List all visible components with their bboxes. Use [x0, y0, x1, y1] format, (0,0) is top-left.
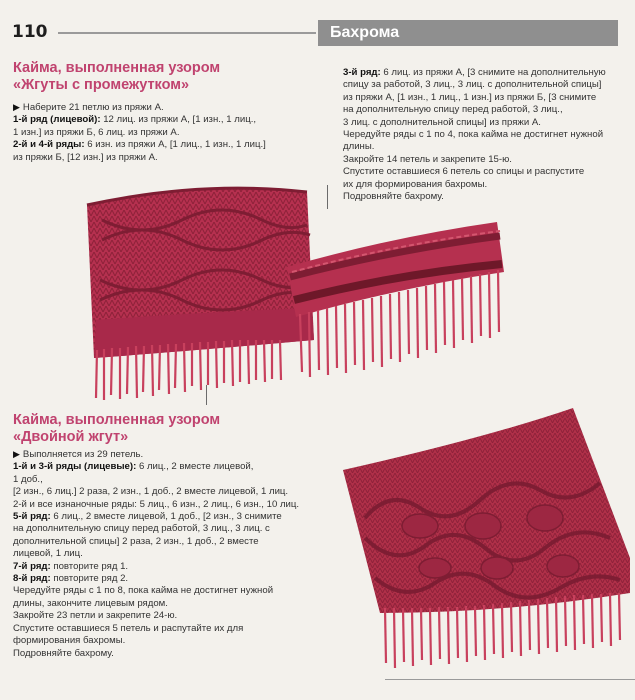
page-header [0, 20, 635, 46]
s1-close: Закройте 14 петель и закрепите 15-ю. [343, 153, 512, 165]
s2-row5-l2: на дополнительную спицу перед работой, 3 лиц., 3 лиц. с [13, 523, 270, 535]
s2-repeat: Чередуйте ряды с 1 по 8, пока кайма не достигнет нужной [13, 585, 274, 597]
section2-text [13, 448, 333, 660]
s1-row1-l1: 12 лиц. из пряжи А, [1 изн., 1 лиц., [100, 114, 257, 126]
arrow-icon: ▶ [13, 102, 20, 112]
s2-row7-text: повторите ряд 1. [50, 560, 129, 572]
section2-title-line1: Кайма, выполненная узором [13, 412, 221, 428]
s2-repeat2: длины, закончите лицевым рядом. [13, 597, 168, 609]
s1-row24-l2: из пряжи Б, [12 изн.] из пряжи А. [13, 151, 158, 163]
s2-row-even: 2-й и все изнаночные ряды: 5 лиц., 6 изн., 2 лиц., 6 изн., 10 лиц. [13, 498, 300, 510]
s2-release: Спустите оставшиеся 5 петель и распутайте их для [13, 622, 244, 634]
s1-row1-l2: 1 изн.] из пряжи Б, 6 лиц. из пряжи А. [13, 126, 180, 138]
s2-row8-text: повторите ряд 2. [50, 573, 129, 585]
s1-repeat: Чередуйте ряды с 1 по 4, пока кайма не достигнет нужной [343, 129, 604, 141]
swatch-photo-double-cable [335, 408, 635, 673]
s2-row5-l4: лицевой, 1 лиц. [13, 548, 83, 560]
s1-cast-on: Наберите 21 петлю из пряжи А. [22, 102, 164, 113]
s2-row13-label: 1-й и 3-й ряды (лицевые): [13, 461, 137, 473]
s1-row3-l3: из пряжи А, [1 изн., 1 лиц., 1 изн.] из пряжи Б, [3 снимите [343, 91, 597, 103]
s2-trim: Подровняйте бахрому. [13, 647, 114, 659]
s2-row8-label: 8-й ряд: [13, 573, 51, 585]
s1-trim: Подровняйте бахрому. [343, 191, 444, 203]
s1-release: Спустите оставшиеся 6 петель со спицы и распустите [343, 166, 585, 178]
s2-row13-l1: 6 лиц., 2 вместе лицевой, [136, 461, 254, 473]
s1-row1-label: 1-й ряд (лицевой): [13, 114, 101, 126]
s2-release2: формирования бахромы. [13, 635, 126, 647]
s1-row3-l1: 6 лиц. из пряжи А, [3 снимите на дополнительную [380, 67, 606, 78]
section1-right-text [343, 67, 633, 203]
bottom-rule [385, 679, 635, 680]
s2-row5-l3: дополнительной спицы] 2 раза, 2 изн., 1 доб., 2 вместе [13, 535, 259, 547]
section1-left-text [13, 101, 323, 164]
s2-row5-label: 5-й ряд: [13, 511, 51, 523]
section1-title [13, 60, 220, 94]
s1-row3-l4: на дополнительную спицу перед работой, 3 лиц., [343, 104, 563, 116]
leader-line-1 [206, 385, 207, 405]
section2-title-line2: «Двойной жгут» [13, 429, 129, 445]
page-number: 110 [12, 22, 48, 42]
s2-row13-l2: 1 доб., [13, 473, 43, 485]
s2-row13-l3: [2 изн., 6 лиц.] 2 раза, 2 изн., 1 доб., 2 вместе лицевой, 1 лиц. [13, 486, 289, 498]
s1-release2: их для формирования бахромы. [343, 178, 488, 190]
section1-title-line1: Кайма, выполненная узором [13, 60, 221, 76]
header-rule [58, 32, 316, 34]
s1-row3-l2: спицу за работой, 3 лиц., 3 лиц. с дополнительной спицы] [343, 79, 602, 91]
s1-row24-label: 2-й и 4-й ряды: [13, 139, 85, 151]
s1-repeat2: длины. [343, 141, 375, 153]
s1-row3-label: 3-й ряд: [343, 67, 381, 78]
swatch-photo-narrow-band [282, 212, 527, 384]
section1-title-line2: «Жгуты с промежутком» [13, 77, 190, 93]
s2-close: Закройте 23 петли и закрепите 24-ю. [13, 610, 178, 622]
leader-line-2 [327, 185, 328, 209]
s2-row7-label: 7-й ряд: [13, 560, 51, 572]
s1-row3-l5: 3 лиц. с дополнительной спицы] из пряжи А. [343, 116, 541, 128]
s1-row24-l1: 6 изн. из пряжи А, [1 лиц., 1 изн., 1 лиц.] [84, 139, 266, 151]
section2-title [13, 412, 220, 446]
s2-row5-l1: 6 лиц., 2 вместе лицевой, 1 доб., [2 изн., 3 снимите [50, 511, 282, 523]
s2-cast-on: Выполняется из 29 петель. [22, 449, 144, 460]
chapter-title: Бахрома [318, 20, 618, 46]
arrow-icon: ▶ [13, 449, 20, 459]
